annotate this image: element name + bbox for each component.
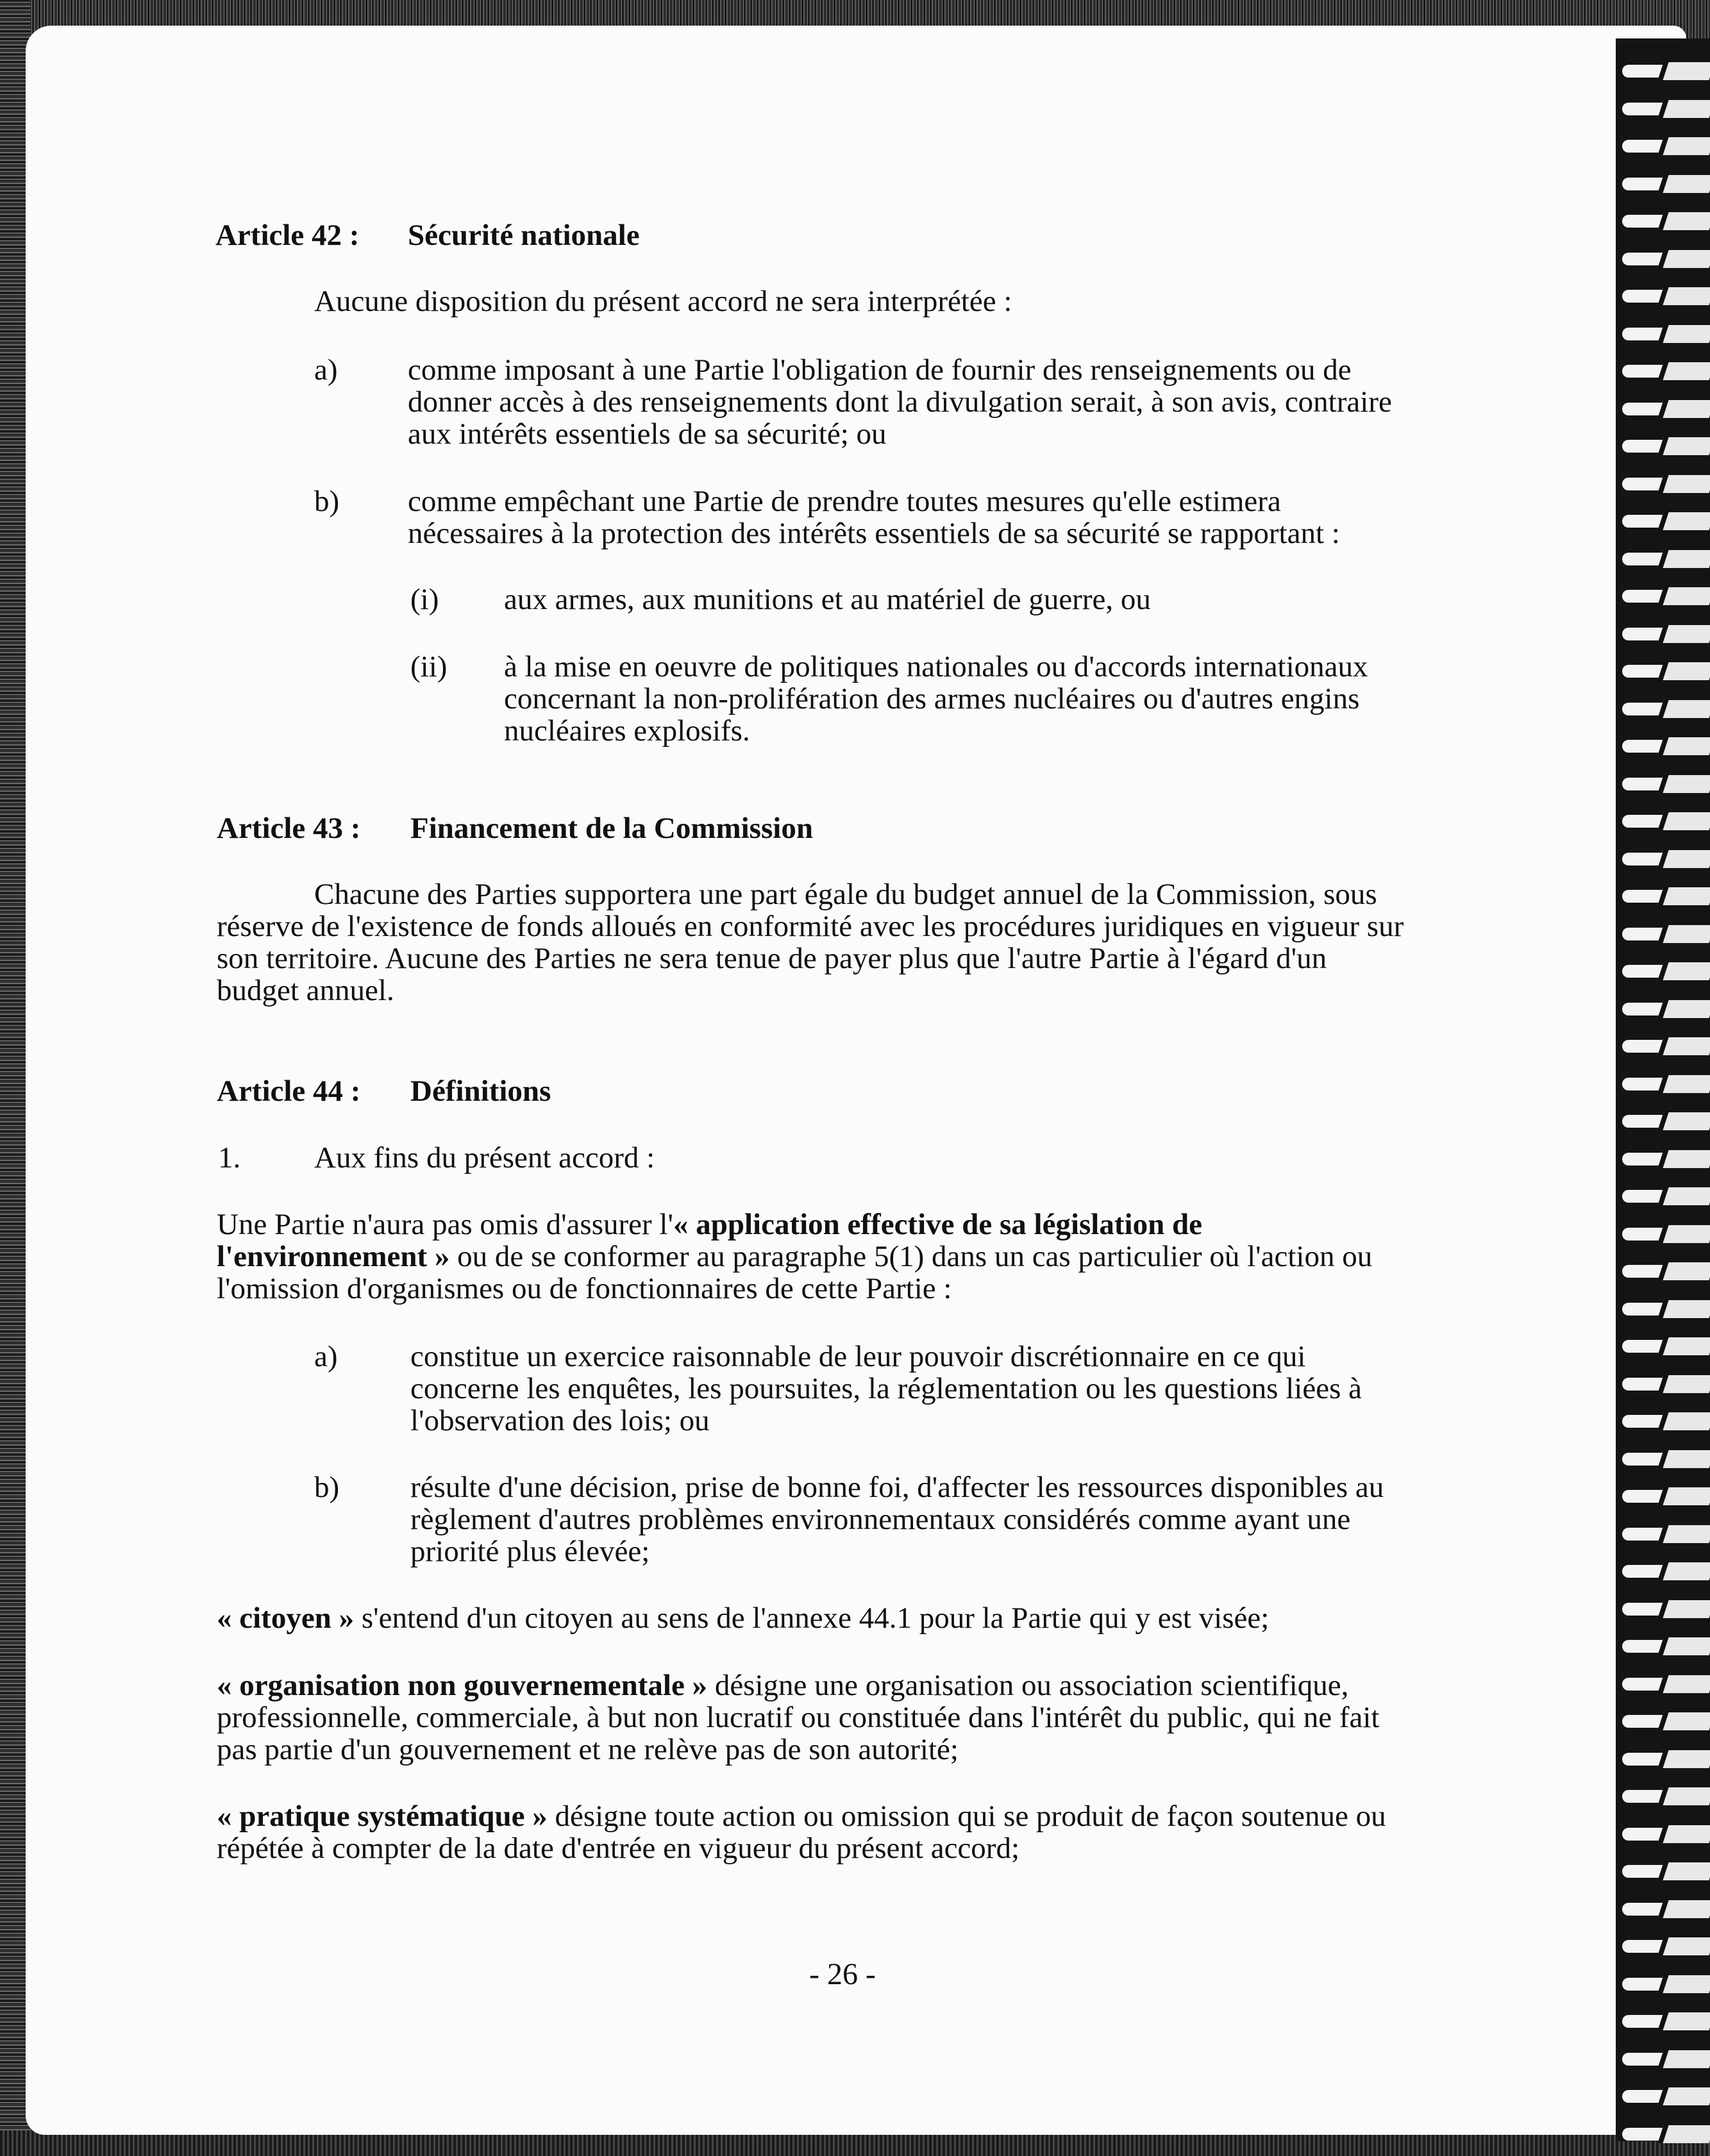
- article-42-a-line-1: comme imposant à une Partie l'obligation de fournir des renseignements ou de: [408, 353, 1352, 387]
- spiral-coil: [1622, 436, 1707, 456]
- spiral-coil: [1622, 1749, 1707, 1769]
- article-42-marker-ii: (ii): [410, 650, 448, 683]
- spiral-coil-wire: [1657, 1787, 1710, 1805]
- spiral-coil-wire: [1657, 137, 1710, 155]
- spiral-coil: [1622, 1899, 1707, 1919]
- spiral-coil: [1622, 849, 1707, 869]
- spiral-coil-wire: [1657, 250, 1710, 268]
- spiral-coil: [1622, 1411, 1707, 1432]
- spiral-coil-wire: [1657, 1562, 1710, 1580]
- article-44-def-pratique-line-2: répétée à compter de la date d'entrée en vigueur du présent accord;: [217, 1832, 1020, 1865]
- spiral-coil: [1622, 174, 1707, 194]
- article-44-def-citoyen: « citoyen » s'entend d'un citoyen au sens de l'annexe 44.1 pour la Partie qui y est visée;: [217, 1601, 1270, 1635]
- spiral-coil: [1622, 1224, 1707, 1244]
- article-44-def-pratique-line-1: « pratique systématique » désigne toute action ou omission qui se produit de façon soutenue ou: [217, 1800, 1386, 1833]
- spiral-coil: [1622, 586, 1707, 606]
- article-44-a-line-3: l'observation des lois; ou: [410, 1404, 710, 1437]
- spiral-coil: [1622, 2011, 1707, 2032]
- spiral-coil-wire: [1657, 1862, 1710, 1880]
- spiral-coil-wire: [1657, 212, 1710, 230]
- spiral-coil-wire: [1657, 962, 1710, 980]
- spiral-coil: [1622, 249, 1707, 269]
- spiral-coil-wire: [1657, 175, 1710, 193]
- spiral-coil-wire: [1657, 512, 1710, 530]
- article-44-marker-a: a): [314, 1340, 338, 1373]
- spiral-coil: [1622, 1374, 1707, 1394]
- spiral-coil-wire: [1657, 1675, 1710, 1693]
- spiral-coil-wire: [1657, 475, 1710, 493]
- spiral-coil: [1622, 99, 1707, 119]
- spiral-coil-wire: [1657, 1337, 1710, 1355]
- spiral-coil-wire: [1657, 625, 1710, 643]
- spiral-coil-wire: [1657, 887, 1710, 905]
- article-42-ii-line-1: à la mise en oeuvre de politiques nationales ou d'accords internationaux: [504, 650, 1368, 683]
- article-42-a-line-2: donner accès à des renseignements dont la divulgation serait, à son avis, contraire: [408, 385, 1392, 419]
- spiral-coil-wire: [1657, 737, 1710, 755]
- spiral-coil-wire: [1657, 1450, 1710, 1468]
- spiral-coil: [1622, 211, 1707, 231]
- spiral-coil-wire: [1657, 1412, 1710, 1430]
- article-44-def-ong-line-2: professionnelle, commerciale, à but non lucratif ou constituée dans l'intérêt du public, qui ne fait: [217, 1701, 1380, 1734]
- spiral-coil-wire: [1657, 325, 1710, 343]
- spiral-coil: [1622, 61, 1707, 81]
- spiral-coil-wire: [1657, 1262, 1710, 1280]
- spiral-coil: [1622, 811, 1707, 831]
- article-42-intro: Aucune disposition du présent accord ne sera interprétée :: [314, 285, 1012, 318]
- spiral-coil: [1622, 511, 1707, 531]
- spiral-coil: [1622, 999, 1707, 1019]
- article-44-b-line-2: règlement d'autres problèmes environnementaux considérés comme ayant une: [410, 1503, 1351, 1536]
- article-44-marker-1: 1.: [218, 1141, 241, 1174]
- article-44-title: Définitions: [410, 1074, 551, 1108]
- spiral-coil-wire: [1657, 1187, 1710, 1205]
- spiral-coil: [1622, 1561, 1707, 1582]
- spiral-coil-wire: [1657, 1712, 1710, 1730]
- article-44-def1-line-3: l'omission d'organismes ou de fonctionnaires de cette Partie :: [217, 1272, 952, 1305]
- spiral-coil: [1622, 399, 1707, 419]
- spiral-coil: [1622, 1674, 1707, 1694]
- spiral-coil: [1622, 886, 1707, 907]
- spiral-coil-wire: [1657, 1375, 1710, 1393]
- spiral-coil: [1622, 1111, 1707, 1132]
- article-43-line-2: réserve de l'existence de fonds alloués en conformité avec les procédures juridiques en vigueur sur: [217, 910, 1404, 943]
- spiral-coil: [1622, 361, 1707, 381]
- article-42-ii-line-3: nucléaires explosifs.: [504, 714, 750, 748]
- spiral-coil: [1622, 1786, 1707, 1807]
- spiral-coil-wire: [1657, 1637, 1710, 1655]
- spiral-coil: [1622, 1636, 1707, 1657]
- spiral-coil: [1622, 2124, 1707, 2144]
- spiral-coil-wire: [1657, 1075, 1710, 1093]
- spiral-coil: [1622, 2086, 1707, 2107]
- spiral-coil-wire: [1657, 1150, 1710, 1168]
- spiral-coil: [1622, 1336, 1707, 1357]
- spiral-coil: [1622, 736, 1707, 756]
- spiral-coil-wire: [1657, 1300, 1710, 1318]
- article-44-a-line-2: concerne les enquêtes, les poursuites, la réglementation ou les questions liées à: [410, 1372, 1362, 1405]
- article-42-b-line-1: comme empêchant une Partie de prendre toutes mesures qu'elle estimera: [408, 485, 1281, 518]
- spiral-coil-wire: [1657, 1525, 1710, 1543]
- spiral-coil-wire: [1657, 1825, 1710, 1843]
- spiral-coil: [1622, 961, 1707, 982]
- article-43-line-4: budget annuel.: [217, 974, 394, 1007]
- spiral-coil: [1622, 924, 1707, 944]
- spiral-coil-wire: [1657, 550, 1710, 568]
- spiral-coil: [1622, 136, 1707, 156]
- article-42-title: Sécurité nationale: [408, 219, 640, 252]
- spiral-coil-wire: [1657, 1000, 1710, 1018]
- spiral-coil-wire: [1657, 812, 1710, 830]
- article-42-a-line-3: aux intérêts essentiels de sa sécurité; ou: [408, 417, 887, 451]
- spiral-coil: [1622, 1149, 1707, 1169]
- spiral-coil-wire: [1657, 925, 1710, 943]
- article-42-ii-line-2: concernant la non-prolifération des armes nucléaires ou d'autres engins: [504, 682, 1360, 715]
- article-42-marker-a: a): [314, 353, 338, 387]
- spiral-coil: [1622, 624, 1707, 644]
- article-42-marker-i: (i): [410, 583, 439, 616]
- spiral-coil: [1622, 1936, 1707, 1957]
- article-42-number: Article 42 :: [215, 219, 360, 252]
- spiral-coil-wire: [1657, 437, 1710, 455]
- article-42-i-text: aux armes, aux munitions et au matériel de guerre, ou: [504, 583, 1151, 616]
- article-44-b-line-1: résulte d'une décision, prise de bonne foi, d'affecter les ressources disponibles au: [410, 1471, 1384, 1504]
- spiral-coil: [1622, 1486, 1707, 1507]
- spiral-coil: [1622, 1599, 1707, 1619]
- page-number: - 26 -: [809, 1957, 876, 1991]
- spiral-coil-wire: [1657, 1975, 1710, 1993]
- spiral-coil: [1622, 699, 1707, 719]
- spiral-coil-wire: [1657, 100, 1710, 118]
- spiral-coil-wire: [1657, 1225, 1710, 1243]
- spiral-coil-wire: [1657, 2050, 1710, 2068]
- spiral-coil: [1622, 2049, 1707, 2069]
- spiral-coil: [1622, 1861, 1707, 1882]
- spiral-coil: [1622, 774, 1707, 794]
- spiral-coil: [1622, 1449, 1707, 1469]
- spiral-coil: [1622, 661, 1707, 681]
- spiral-coil-wire: [1657, 1112, 1710, 1130]
- spiral-coil-wire: [1657, 1600, 1710, 1618]
- spiral-coil: [1622, 1074, 1707, 1094]
- spiral-coil: [1622, 549, 1707, 569]
- spiral-coil-wire: [1657, 1900, 1710, 1918]
- article-44-def-ong-line-3: pas partie d'un gouvernement et ne relève pas de son autorité;: [217, 1733, 959, 1766]
- article-44-a-line-1: constitue un exercice raisonnable de leur pouvoir discrétionnaire en ce qui: [410, 1340, 1306, 1373]
- spiral-coil-wire: [1657, 775, 1710, 793]
- spiral-coil: [1622, 1524, 1707, 1544]
- spiral-coil-wire: [1657, 850, 1710, 868]
- spiral-coil-wire: [1657, 1750, 1710, 1768]
- spiral-coil-wire: [1657, 362, 1710, 380]
- spiral-coil: [1622, 1711, 1707, 1732]
- spiral-coil: [1622, 1261, 1707, 1282]
- spiral-coil-wire: [1657, 1487, 1710, 1505]
- spiral-coil-wire: [1657, 2012, 1710, 2030]
- article-42-marker-b: b): [314, 485, 340, 518]
- spiral-coil-wire: [1657, 1037, 1710, 1055]
- spiral-coil-wire: [1657, 700, 1710, 718]
- spiral-coil: [1622, 1824, 1707, 1844]
- article-44-def-ong-line-1: « organisation non gouvernementale » désigne une organisation ou association scientifique,: [217, 1669, 1349, 1702]
- spiral-coil: [1622, 286, 1707, 306]
- spiral-coil-wire: [1657, 662, 1710, 680]
- article-44-p1-text: Aux fins du présent accord :: [314, 1141, 655, 1174]
- article-43-number: Article 43 :: [217, 812, 361, 845]
- article-44-marker-b: b): [314, 1471, 340, 1504]
- article-44-number: Article 44 :: [217, 1074, 361, 1108]
- article-42-b-line-2: nécessaires à la protection des intérêts essentiels de sa sécurité se rapportant :: [408, 517, 1340, 550]
- spiral-coil: [1622, 1299, 1707, 1319]
- article-43-line-3: son territoire. Aucune des Parties ne sera tenue de payer plus que l'autre Partie à l'égard d'un: [217, 942, 1327, 975]
- spiral-coil-wire: [1657, 2125, 1710, 2143]
- spiral-coil-wire: [1657, 2087, 1710, 2105]
- spiral-coil: [1622, 1186, 1707, 1207]
- spiral-coil-wire: [1657, 1937, 1710, 1955]
- article-44-def1-line-1: Une Partie n'aura pas omis d'assurer l'« application effective de sa législation de: [217, 1208, 1202, 1241]
- article-43-line-1: Chacune des Parties supportera une part égale du budget annuel de la Commission, sous: [314, 878, 1377, 911]
- spiral-coil-wire: [1657, 62, 1710, 80]
- spiral-coil: [1622, 324, 1707, 344]
- spiral-coil: [1622, 1036, 1707, 1057]
- article-43-title: Financement de la Commission: [410, 812, 813, 845]
- spiral-coil-wire: [1657, 587, 1710, 605]
- spiral-coil: [1622, 474, 1707, 494]
- spiral-coil-wire: [1657, 287, 1710, 305]
- article-44-def1-line-2: l'environnement » ou de se conformer au paragraphe 5(1) dans un cas particulier où l'action ou: [217, 1240, 1373, 1273]
- article-44-b-line-3: priorité plus élevée;: [410, 1535, 650, 1568]
- spiral-coil: [1622, 1974, 1707, 1994]
- spiral-coil-wire: [1657, 400, 1710, 418]
